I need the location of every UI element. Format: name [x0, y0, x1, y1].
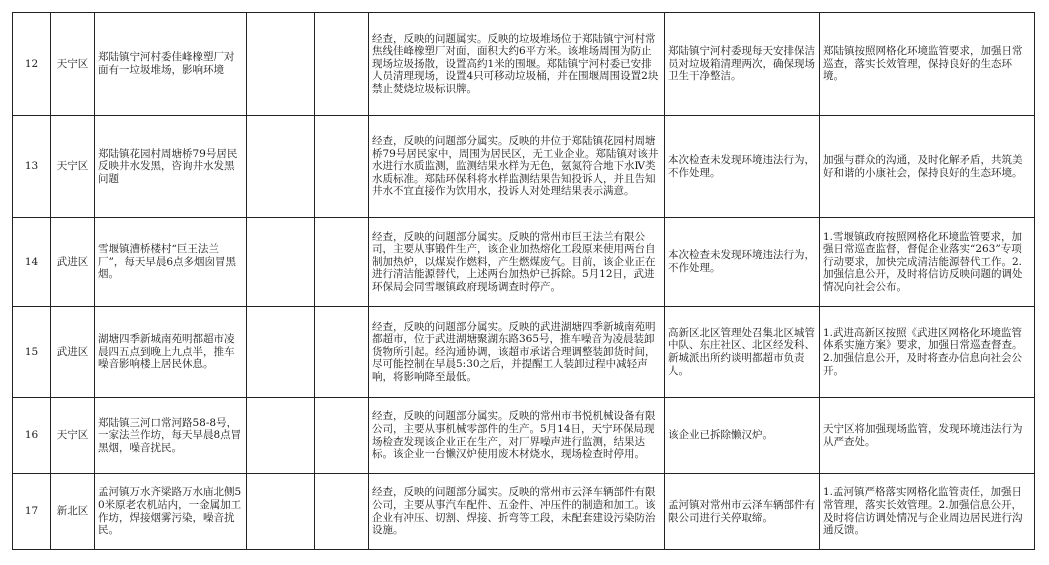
district-cell: 武进区 [51, 307, 95, 398]
district-cell: 武进区 [51, 218, 95, 307]
handling-cell: 该企业已拆除懒汉炉。 [665, 398, 820, 474]
table-row [13, 218, 1035, 307]
empty-cell [315, 13, 369, 116]
empty-cell [247, 398, 315, 474]
table-row [13, 398, 1035, 474]
empty-cell [315, 474, 369, 550]
finding-cell: 经查，反映的问题部分属实。反映的常州市书悦机械设备有限公司，主要从事机械零部件的生产。5月14日，天宁环保局现场检查发现该企业正在生产，对厂界噪声进行监测，结果达标。该企业一台懒汉炉使用废木材烧水，现场检查时停用。 [369, 398, 665, 474]
petition-table [12, 12, 1035, 550]
row-number: 13 [13, 116, 51, 218]
measures-cell: 1.雪堰镇政府按照网格化环境监管要求，加强日常巡查监督，督促企业落实“263”专项行动要求，加快完成清洁能源替代工作。2.加强信息公开，及时将信访反映问题的调处情况向社会公布。 [820, 218, 1035, 307]
issue-cell: 湖塘四季新城南苑明都超市凌晨四五点到晚上九点半，推车噪音影响楼上居民休息。 [95, 307, 247, 398]
row-number: 14 [13, 218, 51, 307]
row-number: 12 [13, 13, 51, 116]
empty-cell [315, 398, 369, 474]
finding-cell: 经查，反映的问题属实。反映的垃圾堆场位于郑陆镇宁河村常焦线佳峰橡塑厂对面，面积大约6平方米。该堆场周围为防止现场垃圾扬散，设置高约1米的围堰。郑陆镇宁河村委已安排人员清理现场，设置4只可移动垃圾桶，并在围堰周围设置2块禁止焚烧垃圾标识牌。 [369, 13, 665, 116]
empty-cell [315, 307, 369, 398]
handling-cell: 孟河镇对常州市云泽车辆部件有限公司进行关停取缔。 [665, 474, 820, 550]
row-number: 15 [13, 307, 51, 398]
handling-cell: 郑陆镇宁河村委现每天安排保洁员对垃圾箱清理两次，确保现场卫生干净整洁。 [665, 13, 820, 116]
table-row [13, 307, 1035, 398]
table-row [13, 13, 1035, 116]
measures-cell: 1.孟河镇严格落实网格化监管责任，加强日常管理，落实长效管理。2.加强信息公开，及时将信访调处情况与企业周边居民进行沟通反馈。 [820, 474, 1035, 550]
issue-cell: 郑陆镇三河口常河路58-8号，一家法兰作坊，每天早晨8点冒黑烟，噪音扰民。 [95, 398, 247, 474]
issue-cell: 孟河镇万水齐梁路万水庙北侧50米原老农机站内，一金属加工作坊，焊接烟雾污染，噪音扰民。 [95, 474, 247, 550]
finding-cell: 经查，反映的问题部分属实。反映的井位于郑陆镇花园村周塘桥79号居民家中，周围为居民区，无工业企业。郑陆镇对该井水进行水质监测，监测结果水样为无色，氨氮符合地下水Ⅳ类水质标准。郑陆环保科将水样监测结果告知投诉人，并且告知井水不宜直接作为饮用水，投诉人对处理结果表示满意。 [369, 116, 665, 218]
empty-cell [315, 218, 369, 307]
measures-cell: 郑陆镇按照网格化环境监管要求，加强日常巡查，落实长效管理，保持良好的生态环境。 [820, 13, 1035, 116]
district-cell: 天宁区 [51, 398, 95, 474]
measures-cell: 加强与群众的沟通，及时化解矛盾，共筑美好和谐的小康社会，保持良好的生态环境。 [820, 116, 1035, 218]
district-cell: 天宁区 [51, 116, 95, 218]
measures-cell: 天宁区将加强现场监管，发现环境违法行为从严查处。 [820, 398, 1035, 474]
issue-cell: 雪堰镇漕桥楼村“巨王法兰厂”，每天早晨6点多烟囱冒黑烟。 [95, 218, 247, 307]
document-sheet [12, 12, 1035, 550]
empty-cell [247, 307, 315, 398]
finding-cell: 经查，反映的问题部分属实。反映的常州市巨王法兰有限公司，主要从事锻件生产，该企业加热熔化工段原来使用两台自制加热炉，以煤炭作燃料，产生燃煤废气。目前，该企业正在进行清洁能源替代，上述两台加热炉已拆除。5月12日，武进环保局会同雪堰镇政府现场调查时停产。 [369, 218, 665, 307]
row-number: 16 [13, 398, 51, 474]
handling-cell: 本次检查未发现环境违法行为，不作处理。 [665, 218, 820, 307]
district-cell: 新北区 [51, 474, 95, 550]
issue-cell: 郑陆镇花园村周塘桥79号居民反映井水发黑，咨询井水发黑问题 [95, 116, 247, 218]
issue-cell: 郑陆镇宁河村委佳峰橡塑厂对面有一垃圾堆场，影响环境 [95, 13, 247, 116]
measures-cell: 1.武进高新区按照《武进区网格化环境监管体系实施方案》要求，加强日常巡查督查。2.加强信息公开，及时将查办信息向社会公开。 [820, 307, 1035, 398]
district-cell: 天宁区 [51, 13, 95, 116]
table-row [13, 116, 1035, 218]
empty-cell [247, 218, 315, 307]
empty-cell [315, 116, 369, 218]
empty-cell [247, 13, 315, 116]
empty-cell [247, 116, 315, 218]
empty-cell [247, 474, 315, 550]
row-number: 17 [13, 474, 51, 550]
table-row [13, 474, 1035, 550]
handling-cell: 高新区北区管理处召集北区城管中队、东庄社区、北区经发科、新城派出所约谈明都超市负责人。 [665, 307, 820, 398]
handling-cell: 本次检查未发现环境违法行为，不作处理。 [665, 116, 820, 218]
finding-cell: 经查，反映的问题部分属实。反映的常州市云泽车辆部件有限公司，主要从事汽车配件、五金件、冲压件的制造和加工。该企业有冲压、切割、焊接、折弯等工段，未配套建设污染防治设施。 [369, 474, 665, 550]
finding-cell: 经查，反映的问题部分属实。反映的武进湖塘四季新城南苑明都超市，位于武进湖塘聚湖东路365号，推车噪音为凌晨装卸货物所引起。经沟通协调，该超市承诺合理调整装卸货时间，尽可能控制在早晨5:30之后，并提醒工人装卸过程中减轻声响，将影响降至最低。 [369, 307, 665, 398]
